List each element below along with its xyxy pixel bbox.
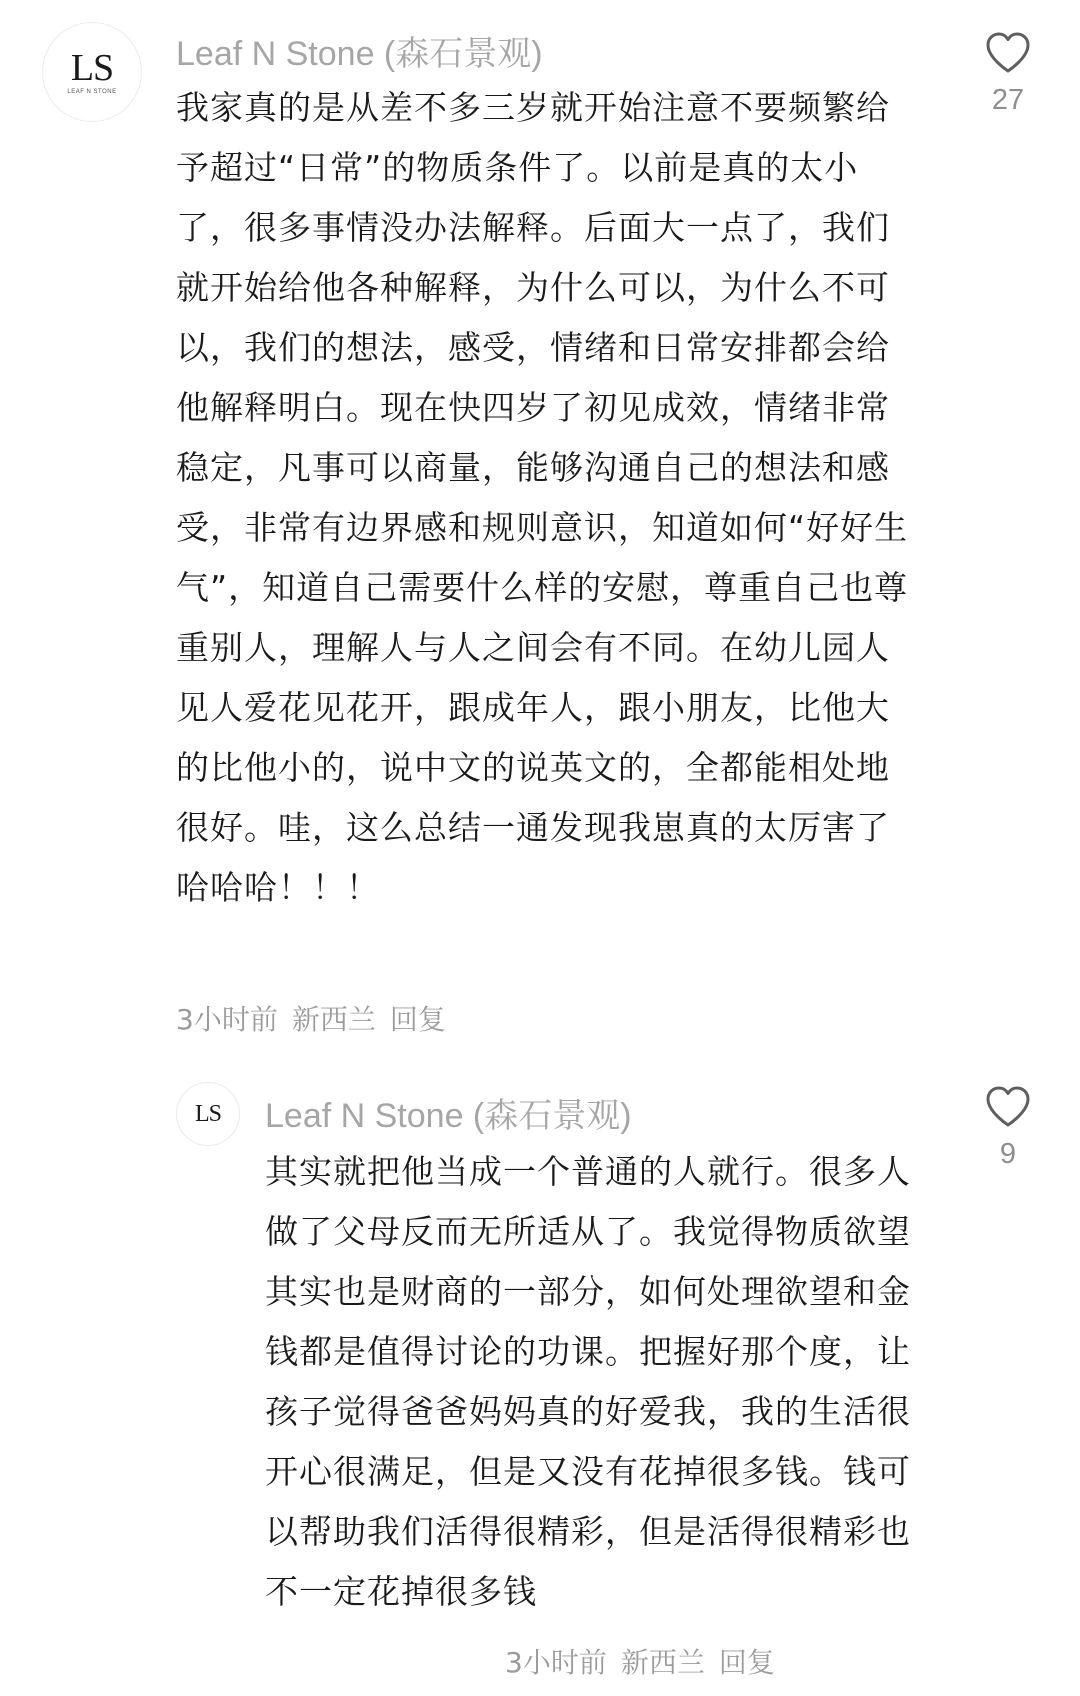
reply-button[interactable]: 回复: [718, 1646, 775, 1679]
avatar[interactable]: [42, 22, 142, 122]
comment-body: 我家真的是从差不多三岁就开始注意不要频繁给予超过“日常”的物质条件了。以前是真的太小了，很多事情没办法解释。后面大一点了，我们就开始给他各种解释，为什么可以，为什么不可以，我们的想法，感受，情绪和日常安排都会给他解释明白。现在快四岁了初见成效，情绪非常稳定，凡事可以商量，能够沟通自己的想法和感受，非常有边界感和规则意识，知道如何“好好生气”，知道自己需要什么样的安慰，尊重自己也尊重别人，理解人与人之间会有不同。在幼儿园人见人爱花见花开，跟成年人，跟小朋友，比他大的比他小的，说中文的说英文的，全都能相处地很好。哇，这么总结一通发现我崽真的太厉害了哈哈哈！！！: [176, 88, 909, 907]
like-count: 9: [999, 1138, 1017, 1170]
heart-icon: [984, 1084, 1032, 1128]
comment-meta: [176, 998, 460, 1038]
comment-author[interactable]: Leaf N Stone (森石景观): [265, 1097, 632, 1135]
avatar-monogram: LS: [194, 1101, 221, 1127]
reply-item: [0, 1060, 1080, 1696]
comment-time: 3小时前: [176, 1003, 278, 1036]
avatar-monogram: LS: [70, 47, 114, 89]
like-button[interactable]: [973, 1084, 1043, 1171]
avatar[interactable]: [176, 1082, 240, 1146]
comment-body: 其实就把他当成一个普通的人就行。很多人做了父母反而无所适从了。我觉得物质欲望其实也是财商的一部分，如何处理欲望和金钱都是值得讨论的功课。把握好那个度，让孩子觉得爸爸妈妈真的好爱我，我的生活很开心很满足，但是又没有花掉很多钱。钱可以帮助我们活得很精彩，但是活得很精彩也不一定花掉很多钱: [265, 1152, 911, 1611]
comment-time: 3小时前: [505, 1646, 607, 1679]
reply-button[interactable]: 回复: [389, 1003, 446, 1036]
comment-location: 新西兰: [291, 1003, 376, 1036]
like-button[interactable]: [973, 30, 1043, 117]
avatar-subtitle: LEAF N STONE: [67, 89, 117, 95]
like-count: 27: [991, 84, 1025, 116]
comment-location: 新西兰: [620, 1646, 705, 1679]
comment-author[interactable]: Leaf N Stone (森石景观): [176, 35, 543, 73]
heart-icon: [984, 30, 1032, 74]
comment-meta: [505, 1641, 789, 1681]
